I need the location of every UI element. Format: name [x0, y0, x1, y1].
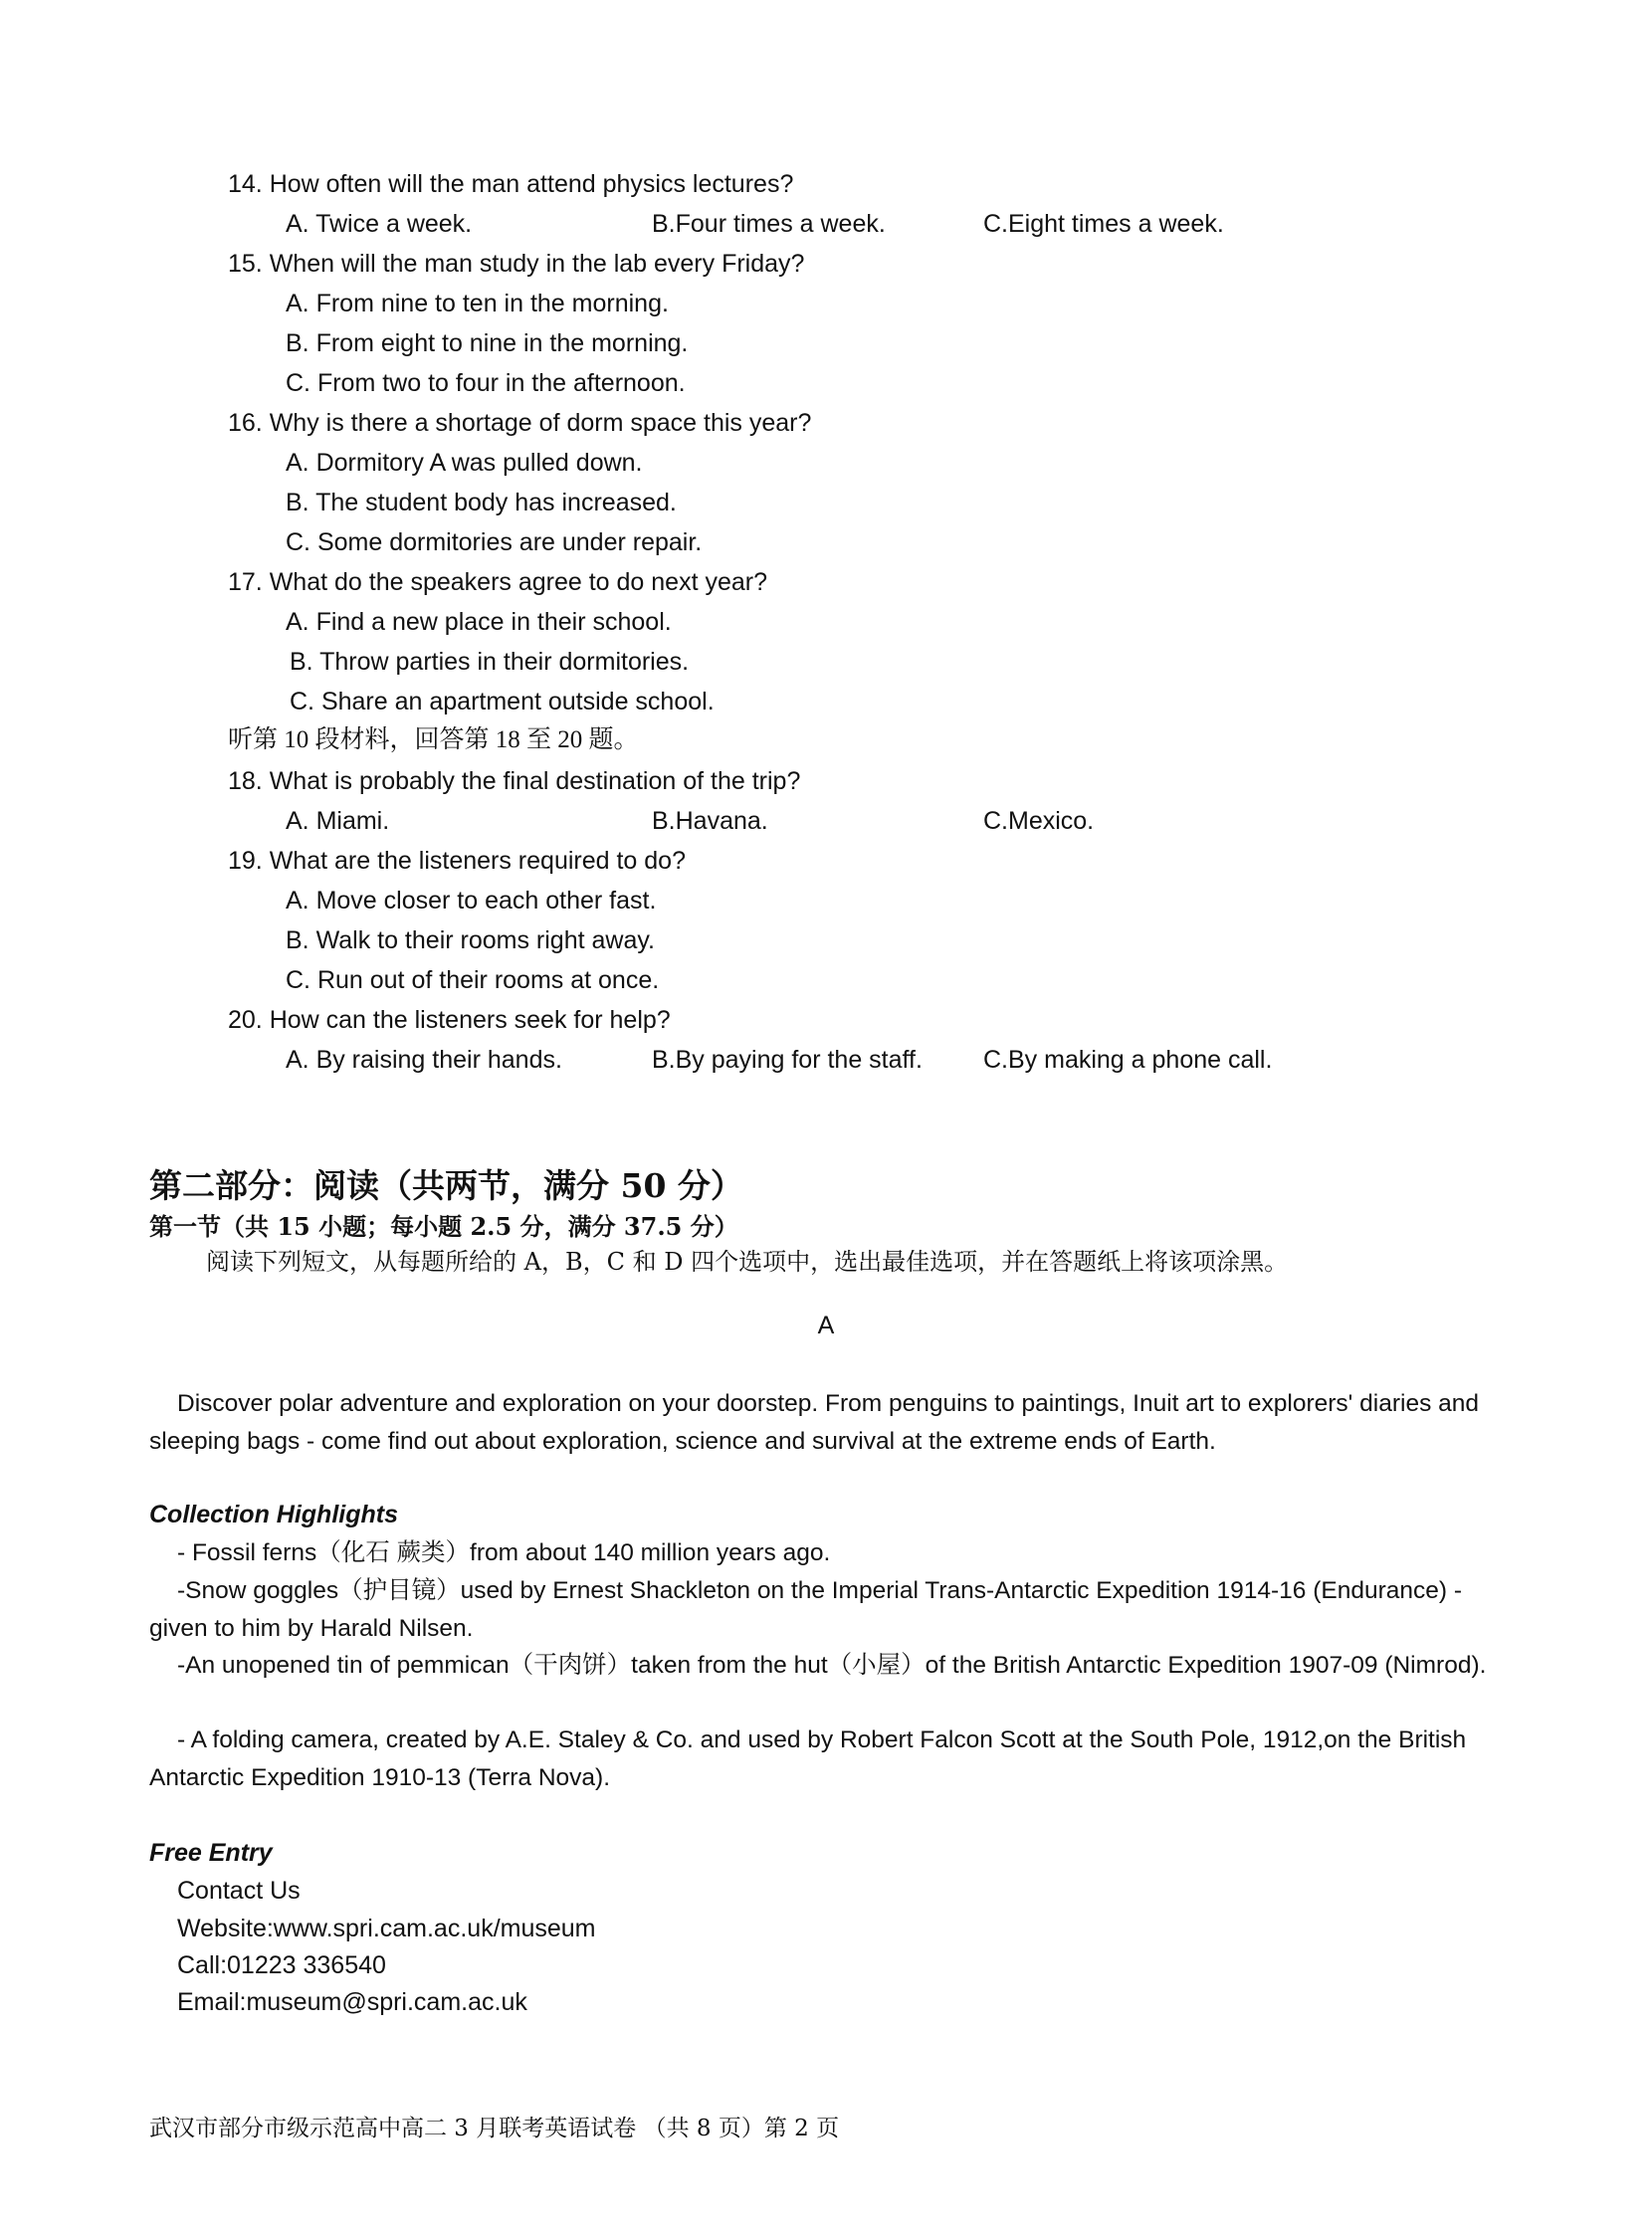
- question-19: 19. What are the listeners required to do?: [228, 847, 686, 875]
- q17-option-b: B. Throw parties in their dormitories.: [290, 648, 690, 676]
- q16-option-a: A. Dormitory A was pulled down.: [286, 449, 643, 477]
- q14-option-c: C.Eight times a week.: [983, 210, 1224, 238]
- q16-option-c: C. Some dormitories are under repair.: [286, 528, 703, 556]
- free-entry-heading: Free Entry: [149, 1839, 273, 1867]
- collection-highlights-heading: Collection Highlights: [149, 1501, 398, 1528]
- highlight-item: -Snow goggles（护目镜）used by Ernest Shackleton on the Imperial Trans-Antarctic Expedition 1914-16 (Endurance) - given to him by Harald Nilsen.: [149, 1577, 1462, 1642]
- q15-option-a: A. From nine to ten in the morning.: [286, 290, 669, 317]
- q15-option-b: B. From eight to nine in the morning.: [286, 329, 689, 357]
- contact-phone: Call:01223 336540: [177, 1951, 386, 1979]
- page-footer: 武汉市部分市级示范高中高二 3 月联考英语试卷 （共 8 页）第 2 页: [149, 2116, 840, 2141]
- q17-option-a: A. Find a new place in their school.: [286, 608, 672, 636]
- highlight-item: - A folding camera, created by A.E. Staley & Co. and used by Robert Falcon Scott at the South Pole, 1912,on the British Antarctic Expedition 1910-13 (Terra Nova).: [149, 1726, 1467, 1791]
- material-note: 听第 10 段材料，回答第 18 至 20 题。: [228, 726, 639, 753]
- section-title: 第一节（共 15 小题；每小题 2.5 分，满分 37.5 分）: [149, 1212, 738, 1241]
- q14-option-a: A. Twice a week.: [286, 210, 473, 238]
- q20-option-c: C.By making a phone call.: [983, 1046, 1273, 1074]
- q17-option-c: C. Share an apartment outside school.: [290, 688, 715, 715]
- q20-option-a: A. By raising their hands.: [286, 1046, 562, 1074]
- q19-option-c: C. Run out of their rooms at once.: [286, 966, 660, 994]
- question-14: 14. How often will the man attend physics lectures?: [228, 170, 794, 198]
- question-18: 18. What is probably the final destination of the trip?: [228, 767, 801, 795]
- q20-option-b: B.By paying for the staff.: [652, 1046, 923, 1074]
- question-20: 20. How can the listeners seek for help?: [228, 1006, 671, 1034]
- q19-option-b: B. Walk to their rooms right away.: [286, 926, 655, 954]
- q18-option-a: A. Miami.: [286, 807, 390, 835]
- question-16: 16. Why is there a shortage of dorm space this year?: [228, 409, 812, 437]
- q16-option-b: B. The student body has increased.: [286, 489, 677, 516]
- q14-option-b: B.Four times a week.: [652, 210, 886, 238]
- highlight-item: - Fossil ferns（化石 蕨类）from about 140 million years ago.: [177, 1539, 831, 1566]
- q15-option-c: C. From two to four in the afternoon.: [286, 369, 686, 397]
- instructions: 阅读下列短文，从每题所给的 A，B，C 和 D 四个选项中，选出最佳选项，并在答题纸上将该项涂黑。: [206, 1248, 1289, 1276]
- q19-option-a: A. Move closer to each other fast.: [286, 887, 657, 914]
- contact-email: Email:museum@spri.cam.ac.uk: [177, 1988, 527, 2016]
- highlight-item: -An unopened tin of pemmican（干肉饼）taken from the hut（小屋）of the British Antarctic Expedition 1907-09 (Nimrod).: [177, 1652, 1487, 1679]
- part-title: 第二部分：阅读（共两节，满分 50 分）: [149, 1166, 743, 1205]
- question-15: 15. When will the man study in the lab every Friday?: [228, 250, 805, 278]
- contact-website: Website:www.spri.cam.ac.uk/museum: [177, 1915, 596, 1942]
- question-17: 17. What do the speakers agree to do next year?: [228, 568, 768, 596]
- passage-intro: Discover polar adventure and exploration on your doorstep. From penguins to paintings, Inuit art to explorers' diaries and sleeping bags - come find out about exploration, science and survival at the extreme ends of Earth.: [149, 1390, 1479, 1455]
- contact-title: Contact Us: [177, 1877, 301, 1905]
- q18-option-b: B.Havana.: [652, 807, 768, 835]
- passage-letter: A: [817, 1312, 835, 1339]
- q18-option-c: C.Mexico.: [983, 807, 1095, 835]
